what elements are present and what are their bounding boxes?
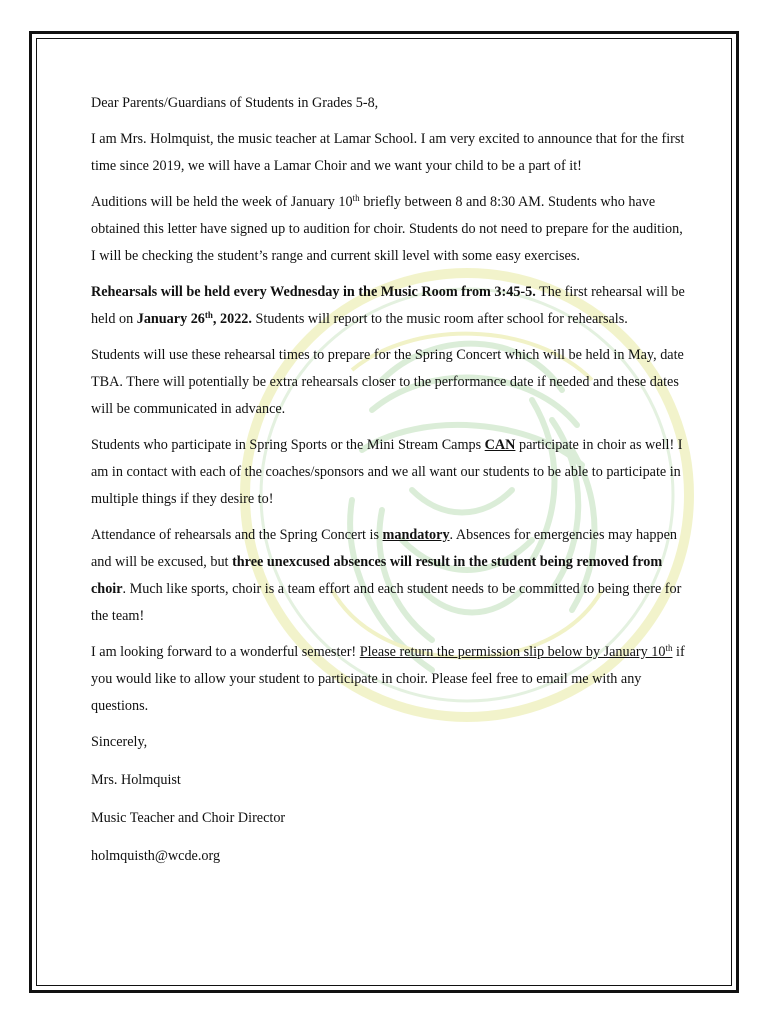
concert-paragraph: Students will use these rehearsal times to prepare for the Spring Concert which will be held in May, date TBA. There will potentially be extra rehearsals closer to the performance date if needed and these dates will be communicated in advance. <box>91 347 684 417</box>
signer-email: holmquisth@wcde.org <box>91 848 221 864</box>
signer-name: Mrs. Holmquist <box>91 772 181 788</box>
greeting: Dear Parents/Guardians of Students in Grades 5-8, <box>91 95 379 111</box>
attendance-paragraph: Attendance of rehearsals and the Spring Concert is mandatory. Absences for emergencies may happen and will be excused, but three unexcused absences will result in the student being removed from choir. Much like sports, choir is a team effort and each student needs to be committed to being there for the team! <box>91 527 682 624</box>
letter-body <box>91 90 691 881</box>
permission-slip-deadline: Please return the permission slip below by January 10th <box>359 643 673 660</box>
signature-block <box>91 729 691 870</box>
closing-paragraph: I am looking forward to a wonderful semester! Please return the permission slip below by January 10th if you would like to allow your student to participate in choir. Please feel free to email me with any questions. <box>91 643 685 714</box>
signoff: Sincerely, <box>91 734 148 750</box>
rehearsals-paragraph: Rehearsals will be held every Wednesday in the Music Room from 3:45-5. The first rehearsal will be held on January 26th, 2022. Students will report to the music room after school for rehearsals. <box>91 284 685 327</box>
signer-title: Music Teacher and Choir Director <box>91 810 286 826</box>
sports-paragraph: Students who participate in Spring Sports or the Mini Stream Camps CAN participate in choir as well! I am in contact with each of the coaches/sponsors and we all want our students to be able to participate in multiple things if they desire to! <box>91 437 683 507</box>
auditions-paragraph: Auditions will be held the week of January 10th briefly between 8 and 8:30 AM. Students who have obtained this letter have signed up to audition for choir. Students do not need to prepare for the audition, I will be checking the student’s range and current skill level with some easy exercises. <box>91 193 683 264</box>
intro-paragraph: I am Mrs. Holmquist, the music teacher at Lamar School. I am very excited to announce that for the first time since 2019, we will have a Lamar Choir and we want your child to be a part of it! <box>91 131 685 174</box>
